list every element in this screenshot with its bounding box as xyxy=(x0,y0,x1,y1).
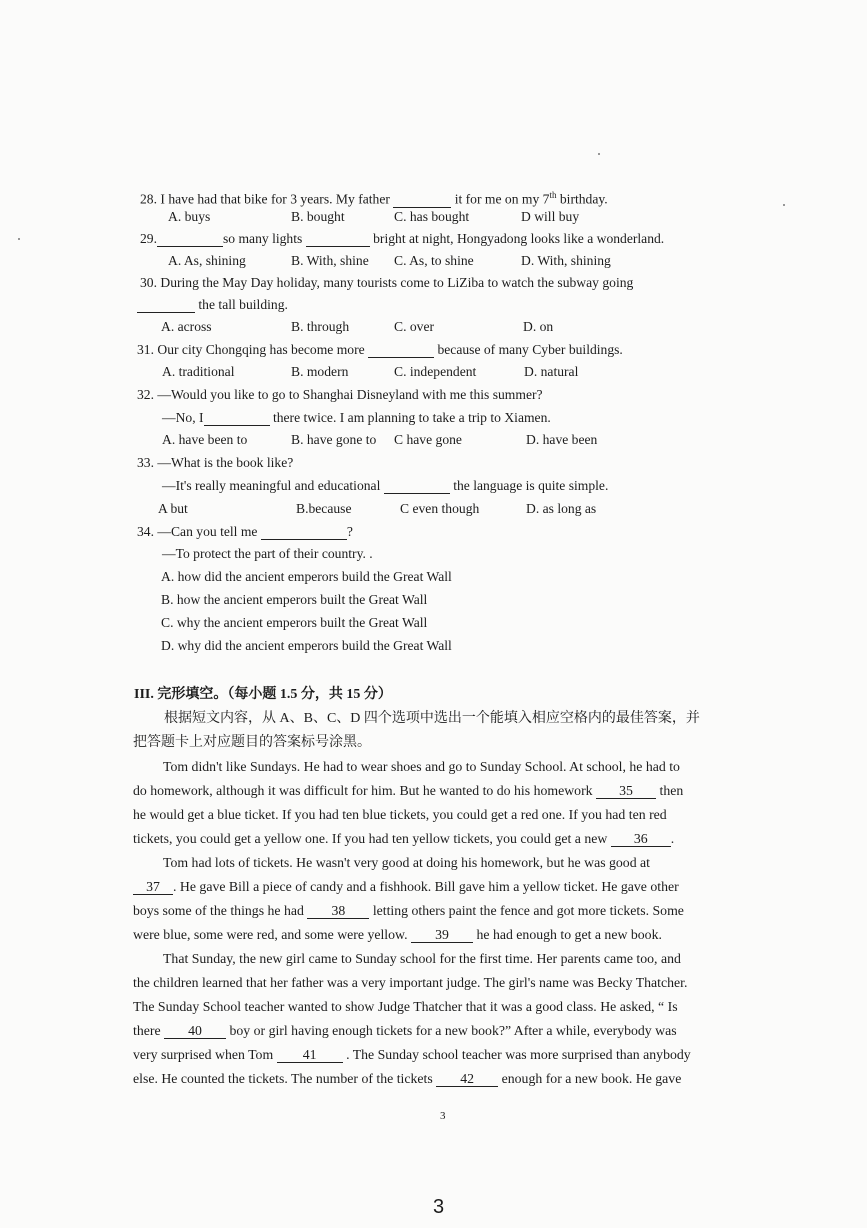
blank-42: 42 xyxy=(436,1072,498,1087)
q30-option-b: B. through xyxy=(291,319,350,334)
passage-line xyxy=(133,1022,677,1040)
blank-38: 38 xyxy=(307,904,369,919)
q32-blank xyxy=(204,411,270,426)
passage-line xyxy=(133,782,683,800)
blank-37: 37 xyxy=(133,880,173,895)
q28-blank xyxy=(393,193,451,208)
passage-text: else. He counted the tickets. The number of the tickets xyxy=(133,1071,433,1086)
q34-text: 34. —Can you tell me xyxy=(137,524,258,539)
passage-line xyxy=(133,878,679,896)
q32-option-b: B. have gone to xyxy=(291,432,377,447)
passage-text: . The Sunday school teacher was more surprised than anybody xyxy=(346,1047,691,1062)
q32-text: —No, I xyxy=(162,410,204,425)
q28-sup: th xyxy=(549,190,557,200)
passage-line xyxy=(133,1070,681,1088)
passage-text: very surprised when Tom xyxy=(133,1047,274,1062)
passage-line: Tom had lots of tickets. He wasn't very good at doing his homework, but he was good at xyxy=(163,855,651,870)
q33-blank xyxy=(384,479,450,494)
section-instruction-1: 根据短文内容，从 A、B、C、D 四个选项中选出一个能填入相应空格内的最佳答案，并 xyxy=(164,711,700,726)
passage-text: were blue, some were red, and some were yellow. xyxy=(133,927,408,942)
q32-option-c: C have gone xyxy=(394,432,462,447)
scan-speck xyxy=(598,153,600,155)
q32-text-post: there twice. I am planning to take a trip to Xiamen. xyxy=(272,410,551,425)
passage-line xyxy=(133,830,674,848)
blank-35: 35 xyxy=(596,784,656,799)
q31-option-a: A. traditional xyxy=(162,364,235,379)
scan-speck xyxy=(18,238,20,240)
q34-option-d: D. why did the ancient emperors build the Great Wall xyxy=(161,638,452,653)
passage-text: letting others paint the fence and got more tickets. Some xyxy=(372,903,684,918)
q34-text-post: ? xyxy=(346,524,353,539)
q28-text-post: birthday. xyxy=(556,191,608,207)
q29-option-a: A. As, shining xyxy=(168,253,246,268)
q32-option-a: A. have been to xyxy=(162,432,248,447)
q29-blank-2 xyxy=(306,232,370,247)
q30-blank xyxy=(137,298,195,313)
passage-line xyxy=(133,1046,691,1064)
q28-text-mid: it for me on my 7 xyxy=(454,191,550,207)
q33-text-post: the language is quite simple. xyxy=(453,478,609,493)
passage-text: he had enough to get a new book. xyxy=(476,927,662,942)
passage-text: boy or girl having enough tickets for a new book?” After a while, everybody was xyxy=(229,1023,677,1038)
passage-line xyxy=(133,926,662,944)
blank-39: 39 xyxy=(411,928,473,943)
question-32-line1: 32. —Would you like to go to Shanghai Disneyland with me this summer? xyxy=(137,387,543,402)
passage-text: do homework, although it was difficult for him. But he wanted to do his homework xyxy=(133,783,593,798)
q30-option-a: A. across xyxy=(161,319,212,334)
question-30-line1: 30. During the May Day holiday, many tourists come to LiZiba to watch the subway going xyxy=(140,275,634,290)
question-34-line2: —To protect the part of their country. . xyxy=(162,546,373,561)
q28-option-b: B. bought xyxy=(291,209,345,224)
q29-text-a: so many lights xyxy=(223,231,303,246)
q33-option-c: C even though xyxy=(400,501,480,516)
question-29 xyxy=(140,230,664,248)
question-34 xyxy=(137,523,353,541)
q28-option-c: C. has bought xyxy=(394,209,470,224)
q30-option-c: C. over xyxy=(394,319,435,334)
q34-blank xyxy=(261,525,347,540)
q31-option-d: D. natural xyxy=(524,364,579,379)
q33-text: —It's really meaningful and educational xyxy=(162,478,381,493)
passage-text: then xyxy=(659,783,684,798)
q34-option-b: B. how the ancient emperors built the Great Wall xyxy=(161,592,428,607)
q31-text-post: because of many Cyber buildings. xyxy=(437,342,623,357)
passage-text: . He gave Bill a piece of candy and a fishhook. Bill gave him a yellow ticket. He gave other xyxy=(173,879,679,894)
passage-line: he would get a blue ticket. If you had ten blue tickets, you could get a red one. If you had ten red xyxy=(133,807,667,822)
blank-36: 36 xyxy=(611,832,671,847)
q28-text: 28. I have had that bike for 3 years. My father xyxy=(140,191,390,207)
q31-option-b: B. modern xyxy=(291,364,349,379)
q33-option-b: B.because xyxy=(296,501,352,516)
passage-line xyxy=(133,902,684,920)
passage-line: the children learned that her father was a very important judge. The girl's name was Becky Thatcher. xyxy=(133,975,688,990)
question-30-line2 xyxy=(137,296,288,314)
q29-text-b: bright at night, Hongyadong looks like a wonderland. xyxy=(373,231,665,246)
q28-option-a: A. buys xyxy=(168,209,211,224)
q33-option-d: D. as long as xyxy=(526,501,597,516)
passage-line: That Sunday, the new girl came to Sunday school for the first time. Her parents came too, and xyxy=(163,951,681,966)
q32-option-d: D. have been xyxy=(526,432,598,447)
section-title: III. 完形填空。（每小题 1.5 分，共 15 分） xyxy=(134,687,392,702)
question-33-line2 xyxy=(162,477,608,495)
page-number-large: 3 xyxy=(433,1196,445,1218)
q34-option-a: A. how did the ancient emperors build the Great Wall xyxy=(161,569,452,584)
question-33-line1: 33. —What is the book like? xyxy=(137,455,294,470)
q29-option-c: C. As, to shine xyxy=(394,253,474,268)
passage-text: boys some of the things he had xyxy=(133,903,304,918)
q30-option-d: D. on xyxy=(523,319,554,334)
passage-text: . xyxy=(670,831,675,846)
question-32-line2 xyxy=(162,409,551,427)
scan-speck xyxy=(783,204,785,206)
section-instruction-2: 把答题卡上对应题目的答案标号涂黑。 xyxy=(133,735,371,750)
passage-text: tickets, you could get a yellow one. If you had ten yellow tickets, you could get a new xyxy=(133,831,608,846)
passage-text: there xyxy=(133,1023,161,1038)
q31-option-c: C. independent xyxy=(394,364,477,379)
question-28 xyxy=(140,186,608,209)
q34-option-c: C. why the ancient emperors built the Great Wall xyxy=(161,615,428,630)
q31-blank xyxy=(368,343,434,358)
q28-option-d: D will buy xyxy=(521,209,580,224)
passage-line: Tom didn't like Sundays. He had to wear shoes and go to Sunday School. At school, he had to xyxy=(163,759,680,774)
q29-num: 29. xyxy=(140,231,157,246)
q29-option-b: B. With, shine xyxy=(291,253,369,268)
passage-text: enough for a new book. He gave xyxy=(501,1071,682,1086)
blank-41: 41 xyxy=(277,1048,343,1063)
q29-option-d: D. With, shining xyxy=(521,253,611,268)
blank-40: 40 xyxy=(164,1024,226,1039)
passage-line: The Sunday School teacher wanted to show Judge Thatcher that it was a good class. He asked, “ Is xyxy=(133,999,678,1014)
q31-text: 31. Our city Chongqing has become more xyxy=(137,342,365,357)
page-number-small: 3 xyxy=(440,1110,446,1122)
question-31 xyxy=(137,341,623,359)
q29-blank-1 xyxy=(157,232,223,247)
q33-option-a: A but xyxy=(158,501,188,516)
q30-text: the tall building. xyxy=(198,297,288,312)
